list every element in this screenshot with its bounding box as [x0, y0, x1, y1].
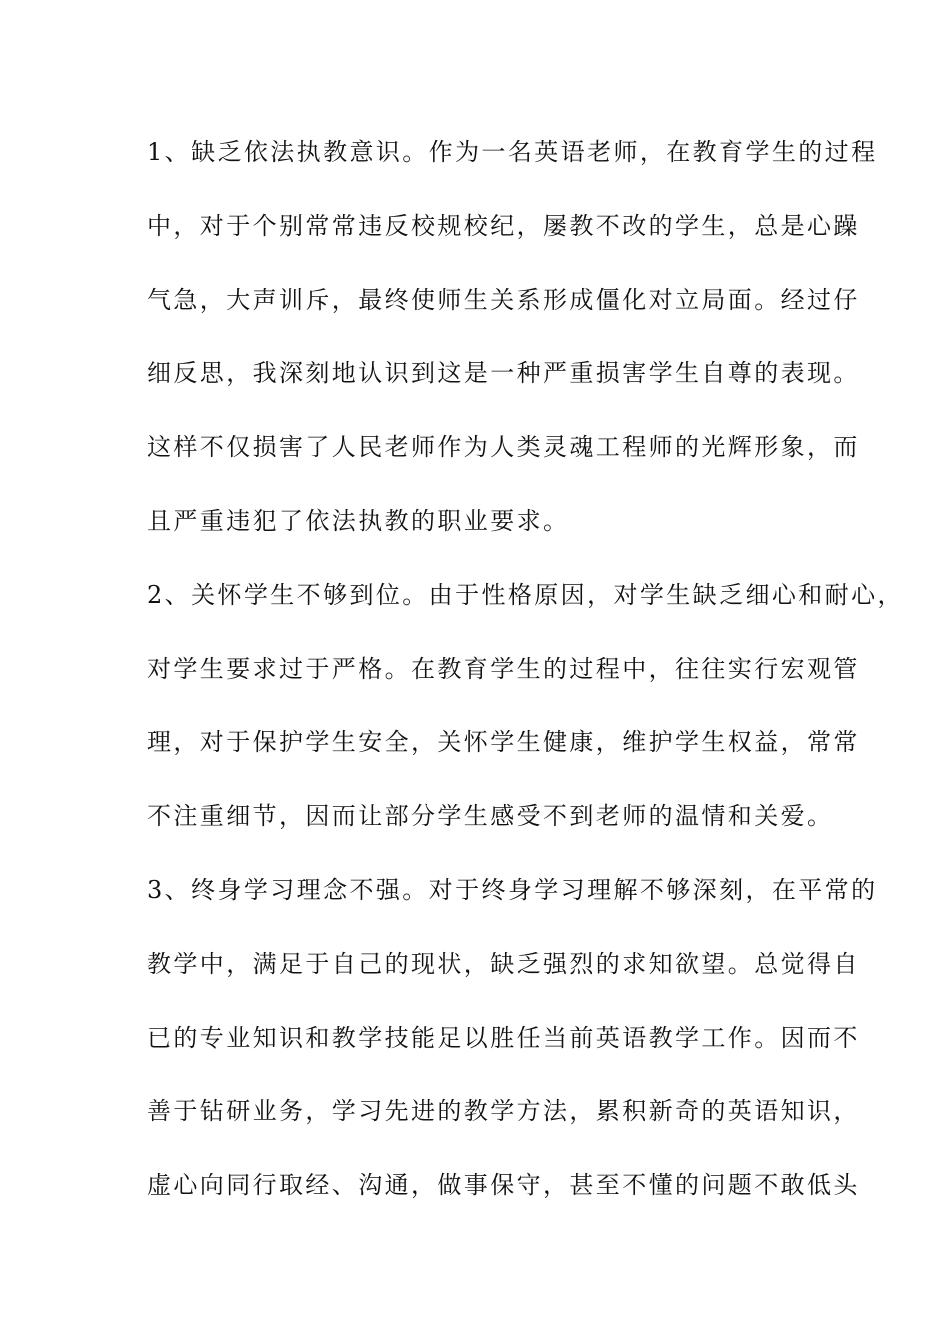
text-line: 虚心向同行取经、沟通，做事保守，甚至不懂的问题不敢低头 — [147, 1171, 860, 1200]
text-line: 1、缺乏依法执教意识。作为一名英语老师，在教育学生的过程 — [147, 138, 878, 166]
text-line: 中，对于个别常常违反校规校纪，屡教不改的学生，总是心躁 — [147, 211, 860, 240]
text-line: 已的专业知识和教学技能足以胜任当前英语教学工作。因而不 — [147, 1023, 860, 1052]
text-line: 教学中，满足于自己的现状，缺乏强烈的求知欲望。总觉得自 — [147, 949, 860, 978]
text-line: 且严重违犯了依法执教的职业要求。 — [147, 506, 570, 535]
text-line: 细反思，我深刻地认识到这是一种严重损害学生自尊的表现。 — [147, 359, 860, 388]
text-line: 善于钻研业务，学习先进的教学方法，累积新奇的英语知识， — [147, 1097, 860, 1126]
text-line: 气急，大声训斥，最终使师生关系形成僵化对立局面。经过仔 — [147, 285, 860, 314]
text-line: 对学生要求过于严格。在教育学生的过程中，往往实行宏观管 — [147, 654, 860, 683]
text-line: 理，对于保护学生安全，关怀学生健康，维护学生权益，常常 — [147, 728, 860, 757]
text-line: 2、关怀学生不够到位。由于性格原因，对学生缺乏细心和耐心， — [147, 580, 904, 609]
text-line: 不注重细节，因而让部分学生感受不到老师的温情和关爱。 — [147, 802, 834, 831]
text-line: 这样不仅损害了人民老师作为人类灵魂工程师的光辉形象，而 — [147, 433, 860, 462]
body-text — [147, 128, 904, 1235]
text-line: 3、终身学习理念不强。对于终身学习理解不够深刻，在平常的 — [147, 875, 878, 904]
